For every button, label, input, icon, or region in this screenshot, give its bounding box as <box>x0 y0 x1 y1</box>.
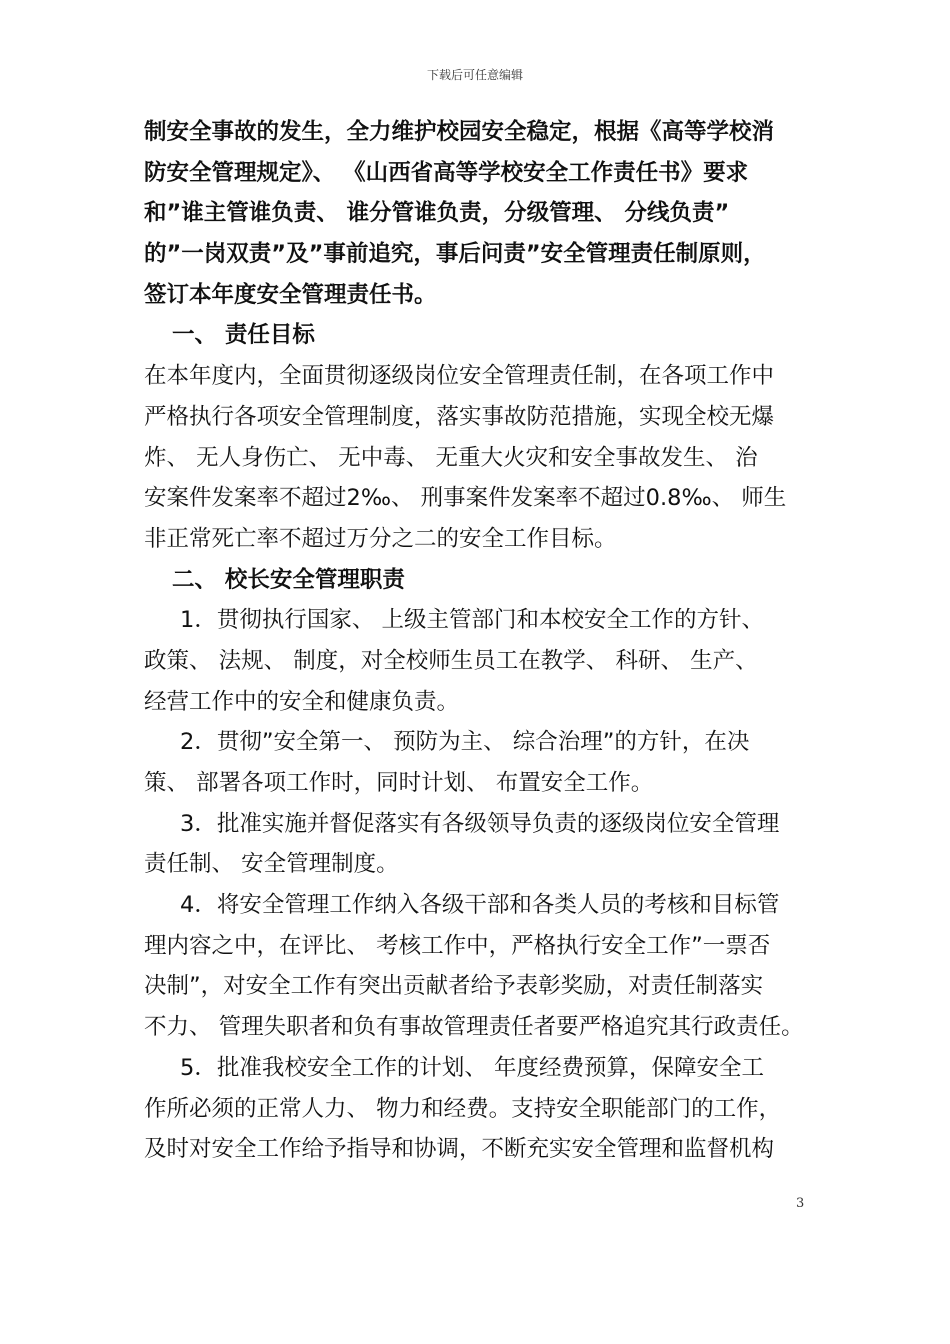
body-line: 在本年度内，全面贯彻逐级岗位安全管理责任制，在各项工作中 <box>144 363 775 390</box>
document-body <box>144 112 816 1170</box>
section-heading-goals: 一、 责任目标 <box>172 322 315 349</box>
list-item-1: 1．贯彻执行国家、 上级主管部门和本校安全工作的方针、 <box>180 607 764 634</box>
body-line: 严格执行各项安全管理制度，落实事故防范措施，实现全校无爆 <box>144 403 775 430</box>
list-item-5: 5．批准我校安全工作的计划、 年度经费预算，保障安全工 <box>180 1054 764 1081</box>
body-line: 政策、 法规、 制度，对全校师生员工在教学、 科研、 生产、 <box>144 647 758 674</box>
body-line: 责任制、 安全管理制度。 <box>144 851 399 878</box>
body-line: 经营工作中的安全和健康负责。 <box>144 688 460 715</box>
body-line: 决制”，对安全工作有突出贡献者给予表彰奖励，对责任制落实 <box>144 973 764 1000</box>
body-line: 理内容之中，在评比、 考核工作中，严格执行安全工作”一票否 <box>144 932 771 959</box>
page-number: 3 <box>796 1196 805 1211</box>
list-item-2: 2．贯彻”安全第一、 预防为主、 综合治理”的方针，在决 <box>180 729 750 756</box>
body-line: 炸、 无人身伤亡、 无中毒、 无重大火灾和安全事故发生、 治 <box>144 444 758 471</box>
body-line: 制安全事故的发生，全力维护校园安全稳定，根据《高等学校消 <box>144 119 775 145</box>
body-line: 签订本年度安全管理责任书。 <box>144 281 437 308</box>
body-line: 及时对安全工作给予指导和协调，不断充实安全管理和监督机构 <box>144 1136 775 1163</box>
header-note: 下载后可任意编辑 <box>426 68 523 82</box>
body-line: 策、 部署各项工作时，同时计划、 布置安全工作。 <box>144 770 654 796</box>
body-line: 安案件发案率不超过2‰、 刑事案件发案率不超过0.8‰、 师生 <box>144 485 787 512</box>
body-line: 非正常死亡率不超过万分之二的安全工作目标。 <box>144 525 617 552</box>
list-item-4: 4．将安全管理工作纳入各级干部和各类人员的考核和目标管 <box>180 892 780 919</box>
body-line: 不力、 管理失职者和负有事故管理责任者要严格追究其行政责任。 <box>144 1014 804 1041</box>
list-item-3: 3．批准实施并督促落实有各级领导负责的逐级岗位安全管理 <box>180 810 780 837</box>
section-heading-principal-duties: 二、 校长安全管理职责 <box>172 566 405 593</box>
body-line: 作所必须的正常人力、 物力和经费。支持安全职能部门的工作， <box>144 1095 782 1122</box>
body-line: 和”谁主管谁负责、 谁分管谁负责，分级管理、 分线负责” <box>144 200 730 227</box>
body-line: 的”一岗双责”及”事前追究，事后问责”安全管理责任制原则， <box>144 241 766 268</box>
body-line: 防安全管理规定》、 《山西省高等学校安全工作责任书》要求 <box>144 159 749 186</box>
